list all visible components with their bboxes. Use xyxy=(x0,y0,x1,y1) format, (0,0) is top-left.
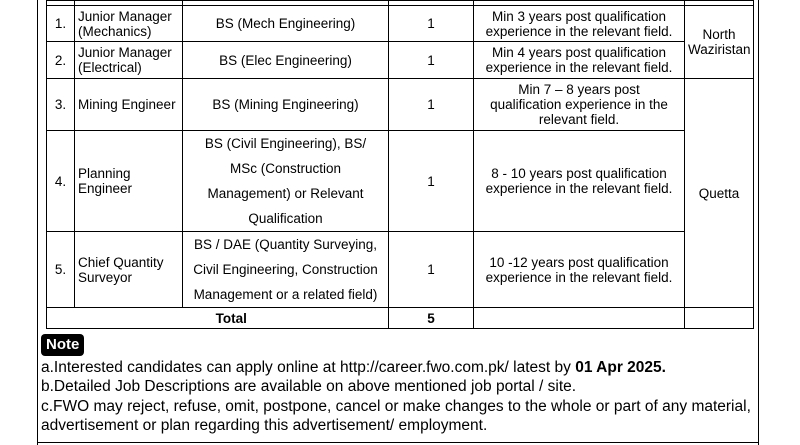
note-badge: Note xyxy=(41,334,84,356)
total-row xyxy=(47,308,754,329)
experience: Min 4 years post qualification experience in the relevant field. xyxy=(474,42,685,79)
vacancy-count: 1 xyxy=(389,79,474,131)
note-b: b.Detailed Job Descriptions are available on above mentioned job portal / site. xyxy=(41,378,577,395)
table-row xyxy=(47,131,754,232)
note-c: c.FWO may reject, refuse, omit, postpone, cancel or make changes to the whole or part of any material, xyxy=(41,397,751,415)
qualification: BS (Elec Engineering) xyxy=(183,42,389,79)
job-title: Chief Quantity Surveyor xyxy=(75,232,183,308)
location-quetta: Quetta xyxy=(685,79,754,308)
note-a: a.Interested candidates can apply online at http://career.fwo.com.pk/ latest by 01 Apr 2025. xyxy=(41,358,666,376)
qualification: BS (Mining Engineering) xyxy=(183,79,389,131)
experience: 8 - 10 years post qualification experience in the relevant field. xyxy=(474,131,685,232)
vacancy-count: 1 xyxy=(389,42,474,79)
note-c-continued: advertisement or plan regarding this advertisement/ employment. xyxy=(41,417,488,434)
frame-bottom-border xyxy=(37,442,759,443)
serial-number: 2. xyxy=(47,42,75,79)
location-north-waziristan: North Waziristan xyxy=(685,6,754,79)
table-row xyxy=(47,42,754,79)
qualification: BS / DAE (Quantity Surveying, Civil Engineering, Construction Management or a related field) xyxy=(183,232,389,308)
total-count: 5 xyxy=(389,308,474,329)
qualification: BS (Civil Engineering), BS/ MSc (Construction Management) or Relevant Qualification xyxy=(183,131,389,232)
experience: Min 7 – 8 years post qualification experience in the relevant field. xyxy=(474,79,685,131)
qualification: BS (Mech Engineering) xyxy=(183,6,389,42)
table-row xyxy=(47,79,754,131)
table-row xyxy=(47,232,754,308)
jobs-table xyxy=(46,0,754,329)
job-title: Planning Engineer xyxy=(75,131,183,232)
job-title: Junior Manager (Mechanics) xyxy=(75,6,183,42)
serial-number: 4. xyxy=(47,131,75,232)
experience: Min 3 years post qualification experience in the relevant field. xyxy=(474,6,685,42)
table-row xyxy=(47,6,754,42)
notes-section xyxy=(41,334,757,436)
deadline-date: 01 Apr 2025. xyxy=(575,358,666,376)
total-label: Total xyxy=(75,308,389,329)
experience: 10 -12 years post qualification experience in the relevant field. xyxy=(474,232,685,308)
vacancy-count: 1 xyxy=(389,6,474,42)
serial-number: 3. xyxy=(47,79,75,131)
serial-number: 5. xyxy=(47,232,75,308)
serial-number: 1. xyxy=(47,6,75,42)
vacancy-count: 1 xyxy=(389,131,474,232)
job-title: Junior Manager (Electrical) xyxy=(75,42,183,79)
job-title: Mining Engineer xyxy=(75,79,183,131)
vacancy-count: 1 xyxy=(389,232,474,308)
